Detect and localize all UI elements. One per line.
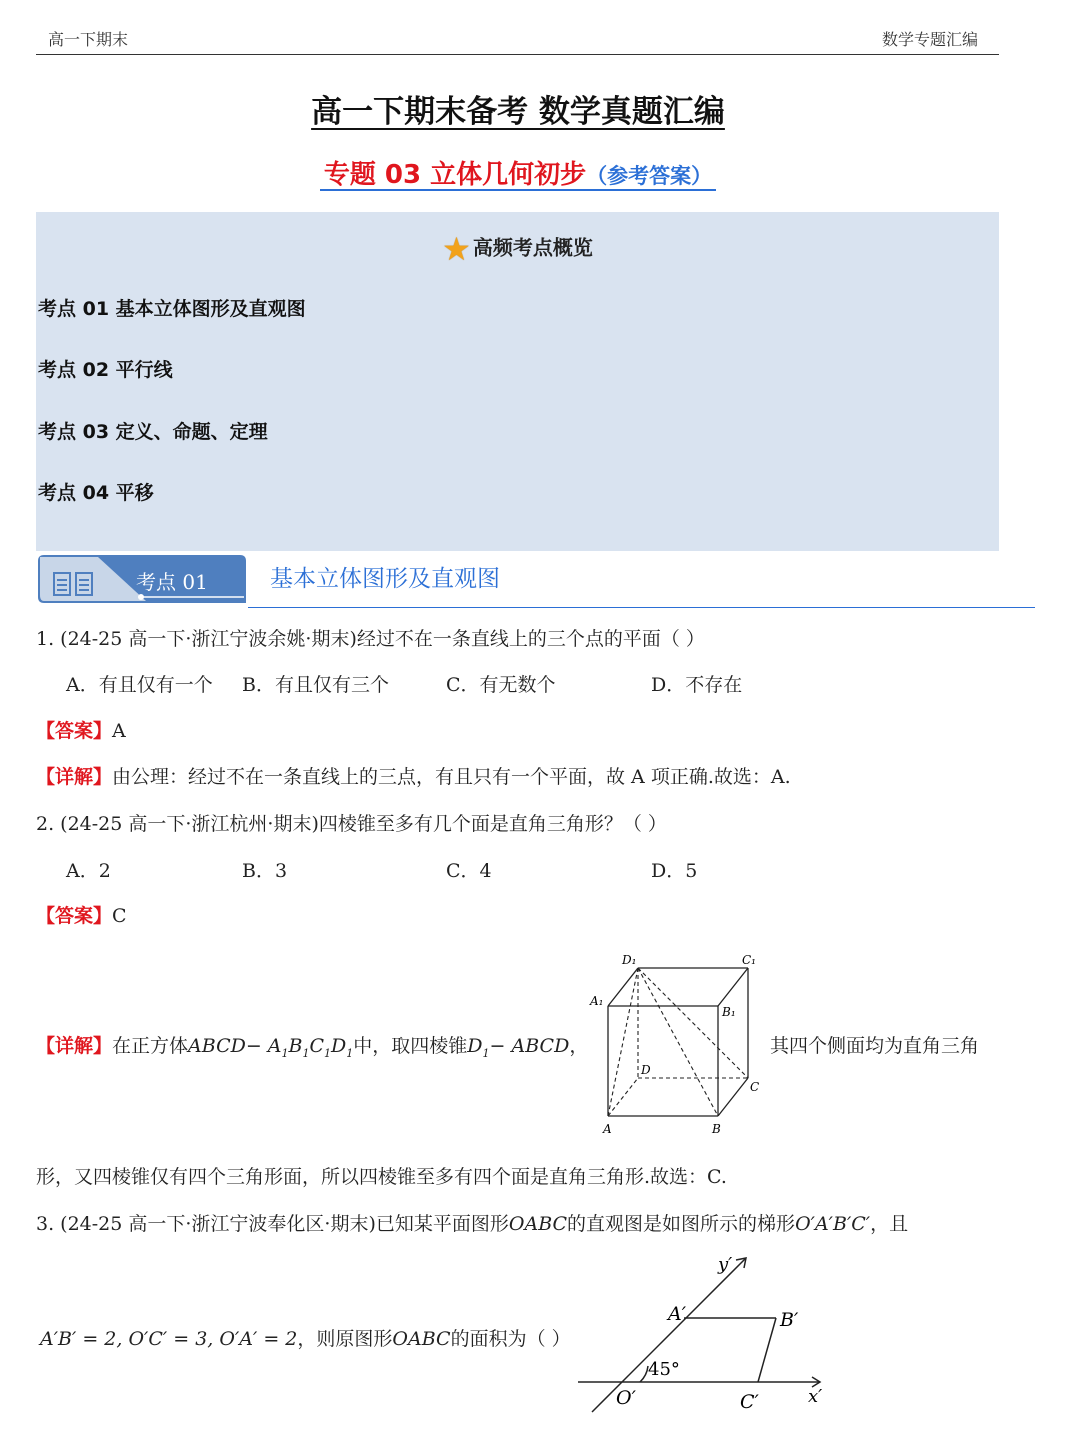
q2-detail-right: 其四个侧面均为直角三角 <box>770 1035 980 1057</box>
q2-detail: 【详解】在正方体ABCD− $A_1B_1C_1D_1$中，取四棱锥$D_1-$ ABCD， <box>36 1035 589 1060</box>
overview-point-1: 考点 01 基本立体图形及直观图 <box>38 298 306 320</box>
subtitle-tag: （参考答案） <box>586 164 713 188</box>
overview-box <box>36 212 999 551</box>
page-title: 高一下期末备考 数学真题汇编 <box>311 94 725 130</box>
trapezoid-figure <box>574 1250 830 1420</box>
overview-point-4: 考点 04 平移 <box>38 482 154 504</box>
overview-heading: ★ 高频考点概览 <box>442 230 593 268</box>
q2-option-c: C．4 <box>446 860 492 882</box>
cube-label-c1: C₁ <box>742 953 756 967</box>
cube-label-a: A <box>603 1122 612 1136</box>
q1-answer: 【答案】A <box>36 720 126 742</box>
cube-label-b1: B₁ <box>722 1005 736 1019</box>
cube-label-d1: D₁ <box>622 953 637 967</box>
cube-label-b: B <box>712 1122 721 1136</box>
subtitle-topic: 专题 03 立体几何初步 <box>323 160 587 190</box>
q1-option-d: D．不存在 <box>651 674 743 696</box>
q1-option-c: C．有无数个 <box>446 674 556 696</box>
cube-figure <box>588 948 764 1138</box>
header-right: 数学专题汇编 <box>882 30 979 49</box>
section-title: 基本立体图形及直观图 <box>270 566 500 592</box>
page-subtitle <box>0 154 1036 191</box>
axis-label-x: x′ <box>808 1386 823 1407</box>
star-icon: ★ <box>442 230 471 268</box>
q2-answer: 【答案】C <box>36 905 127 927</box>
cube-label-c: C <box>750 1080 760 1094</box>
overview-point-3: 考点 03 定义、命题、定理 <box>38 421 268 443</box>
angle-label: 45° <box>648 1359 680 1380</box>
point-label-a: A′ <box>668 1303 687 1325</box>
q1-option-b: B．有且仅有三个 <box>242 674 389 696</box>
header-divider <box>36 54 999 55</box>
q2-option-a: A．2 <box>66 860 111 882</box>
q2-option-b: B．3 <box>242 860 288 882</box>
cube-label-a1: A₁ <box>590 994 604 1008</box>
cube-label-d: D <box>641 1063 651 1077</box>
section-tab-label: 考点 01 <box>136 570 208 594</box>
q2-detail-continued: 形，又四棱锥仅有四个三角形面，所以四棱锥至多有四个面是直角三角形.故选：C. <box>36 1166 727 1188</box>
q3-stem: 3. (24-25 高一下·浙江宁波奉化区·期末)已知某平面图形OABC的直观图是如图所示的梯形O′A′B′C′，且 <box>36 1213 909 1235</box>
q2-stem: 2. (24-25 高一下·浙江杭州·期末)四棱锥至多有几个面是直角三角形？（ ） <box>36 813 667 835</box>
section-divider <box>248 607 1035 608</box>
point-label-b: B′ <box>780 1309 799 1331</box>
q1-stem: 1. (24-25 高一下·浙江宁波余姚·期末)经过不在一条直线上的三个点的平面（ ） <box>36 628 705 650</box>
overview-point-2: 考点 02 平行线 <box>38 359 173 381</box>
q3-condition: A′B′ = 2, O′C′ = 3, O′A′ = 2，则原图形OABC的面积为（ ） <box>40 1328 571 1350</box>
q1-option-a: A．有且仅有一个 <box>66 674 213 696</box>
point-label-o: O′ <box>616 1387 636 1409</box>
q2-option-d: D．5 <box>651 860 698 882</box>
q1-detail: 【详解】由公理：经过不在一条直线上的三点，有且只有一个平面，故 A 项正确.故选：A. <box>36 766 791 788</box>
point-label-c: C′ <box>740 1391 759 1413</box>
header-left: 高一下期末 <box>48 30 129 49</box>
axis-label-y: y′ <box>718 1254 733 1275</box>
section-tab <box>36 553 248 605</box>
